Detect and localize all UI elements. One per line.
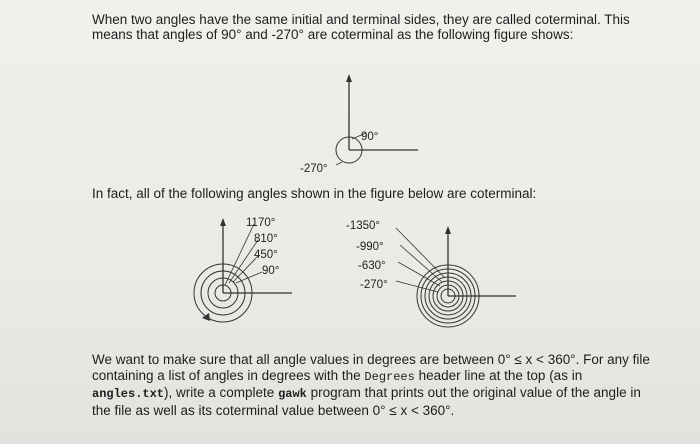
task-text-1: We want to make sure that all angle values in degrees are between 0° ≤ x < 360°. For any file containing a list of angles in degrees with the: [92, 352, 650, 383]
label-90: 90°: [361, 131, 379, 143]
label-neg-630: -630°: [358, 260, 386, 272]
intro-paragraph: When two angles have the same initial and terminal sides, they are called coterminal. This means that angles of 90° and -270° are coterminal as the following figure shows:: [92, 12, 630, 42]
task-text-2: header line at the top (as in: [414, 367, 583, 383]
task-text-3: ), write a complete: [164, 385, 279, 400]
code-gawk: gawk: [278, 387, 307, 401]
label-810: 810°: [254, 233, 278, 245]
label-450: 450°: [254, 249, 278, 261]
label-90-spiral: 90°: [262, 265, 280, 277]
negative-spiral: [396, 226, 516, 327]
task-text-4: program that prints out the original value of the angle in the file as well as its coterminal value between 0° ≤ x < 360°.: [92, 385, 641, 418]
label-neg-270-spiral: -270°: [360, 279, 388, 291]
label-neg-990: -990°: [356, 241, 384, 253]
code-angles-file: angles.txt: [92, 387, 165, 401]
coterminal-intro-paragraph: In fact, all of the following angles shown in the figure below are coterminal:: [92, 186, 537, 201]
label-neg-270: -270°: [300, 163, 328, 175]
code-degrees-header: Degrees: [364, 369, 415, 384]
label-neg-1350: -1350°: [346, 220, 381, 232]
label-1170: 1170°: [246, 217, 276, 229]
task-paragraph: [92, 352, 652, 418]
